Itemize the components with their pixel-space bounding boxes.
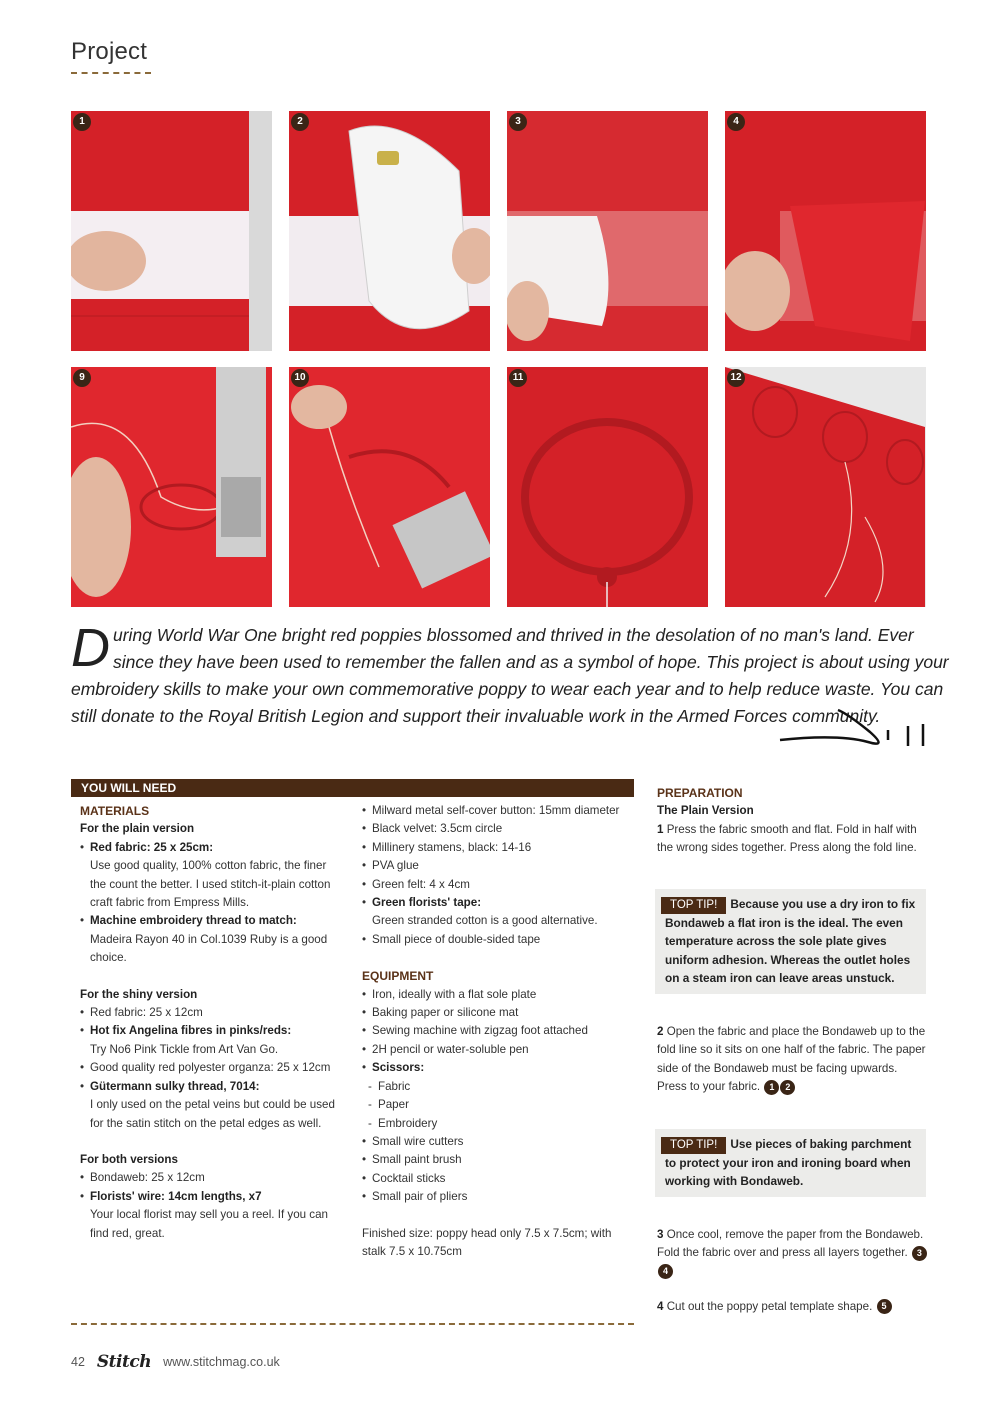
list-item: • Red fabric: 25 x 12cm (80, 1004, 345, 1022)
list-item: • Green felt: 4 x 4cm (362, 876, 627, 894)
materials-column-2 (362, 802, 627, 1261)
list-item: • Machine embroidery thread to match: Madeira Rayon 40 in Col.1039 Ruby is a good choice. (80, 912, 345, 967)
step-4-text: 4 Cut out the poppy petal template shape. 5 (657, 1298, 927, 1316)
step-12-photo (725, 367, 926, 607)
step-number-badge: 2 (291, 113, 309, 131)
step-11-photo (507, 367, 708, 607)
step-3-image (507, 111, 708, 351)
step-number-badge: 9 (73, 369, 91, 387)
list-item: • Hot fix Angelina fibres in pinks/reds: Try No6 Pink Tickle from Art Van Go. (80, 1022, 345, 1059)
step-4-image (725, 111, 926, 351)
list-item: • Sewing machine with zigzag foot attached (362, 1022, 627, 1040)
website-link[interactable]: www.stitchmag.co.uk (163, 1355, 280, 1369)
top-tip-tag: TOP TIP! (661, 1137, 726, 1154)
step-number-badge: 1 (73, 113, 91, 131)
page-number: 42 (71, 1355, 85, 1369)
step-4-photo (725, 111, 926, 351)
step-3-block (657, 1226, 927, 1281)
list-subitem: - Embroidery (362, 1115, 627, 1133)
step-2-photo (289, 111, 490, 351)
materials-column-1 (80, 802, 345, 1243)
list-item: • Small piece of double-sided tape (362, 931, 627, 949)
intro-text: uring World War One bright red poppies blossomed and thrived in the desolation of no man's land. Ever since they have been used to remember the fallen and as a symbol of hope. This project is about using your embroidery skills to make your own commemorative poppy to wear each year and to help reduce waste. You can still donate to the Royal British Legion and support their invaluable work in the Armed Forces community. (71, 625, 949, 726)
plain-version-subheading: The Plain Version (657, 804, 754, 818)
materials-heading: MATERIALS (80, 804, 150, 818)
step-number-badge: 10 (291, 369, 309, 387)
step-11-image (507, 367, 708, 607)
step-9-image (71, 367, 272, 607)
step-1-photo (71, 111, 272, 351)
list-item: • Bondaweb: 25 x 12cm (80, 1169, 345, 1187)
list-item: • Millinery stamens, black: 14-16 (362, 839, 627, 857)
list-item: • Small wire cutters (362, 1133, 627, 1151)
equipment-heading: EQUIPMENT (362, 969, 434, 984)
step-4-block (657, 1298, 927, 1316)
list-item: • Gütermann sulky thread, 7014: I only used on the petal veins but could be used for the satin stitch on the petal edges as well. (80, 1078, 345, 1133)
step-10-photo (289, 367, 490, 607)
photo-ref-badge: 2 (780, 1080, 795, 1095)
shiny-version-heading: For the shiny version (80, 987, 198, 1001)
list-subitem: - Paper (362, 1096, 627, 1114)
plain-version-heading: For the plain version (80, 822, 195, 836)
photo-ref-badge: 5 (877, 1299, 892, 1314)
step-number-badge: 11 (509, 369, 527, 387)
photo-ref-badge: 4 (658, 1264, 673, 1279)
list-item: • Baking paper or silicone mat (362, 1004, 627, 1022)
photo-ref-badge: 1 (764, 1080, 779, 1095)
section-underline (71, 72, 151, 74)
section-label: Project (71, 38, 148, 65)
list-item: • Iron, ideally with a flat sole plate (362, 986, 627, 1004)
both-versions-heading: For both versions (80, 1152, 178, 1166)
top-tip-2 (655, 1129, 926, 1197)
step-12-image (725, 367, 926, 607)
step-3-photo (507, 111, 708, 351)
step-2-text: 2 Open the fabric and place the Bondaweb up to the fold line so it sits on one half of the fabric. The paper side of the Bondaweb must be facing upwards. Press to your fabric. 1 2 (657, 1025, 926, 1094)
top-tip-1 (655, 889, 926, 994)
list-item: • Red fabric: 25 x 25cm: Use good quality, 100% cotton fabric, the finer the count the better. I used stitch-it-plain cotton craft fabric from Empress Mills. (80, 839, 345, 913)
signature-icon (778, 708, 938, 754)
page-footer (71, 1352, 280, 1372)
step-9-photo (71, 367, 272, 607)
footer-divider (71, 1323, 634, 1325)
step-3-text: 3 Once cool, remove the paper from the Bondaweb. Fold the fabric over and press all layers together. 34 (657, 1226, 927, 1281)
step-number-badge: 12 (727, 369, 745, 387)
list-item: • Cocktail sticks (362, 1170, 627, 1188)
step-1-text: 1 Press the fabric smooth and flat. Fold in half with the wrong sides together. Press along the fold line. (657, 822, 917, 855)
step-2-image (289, 111, 490, 351)
finished-size: Finished size: poppy head only 7.5 x 7.5cm; with stalk 7.5 x 10.75cm (362, 1226, 612, 1258)
step-2-block (657, 1023, 927, 1097)
top-tip-tag: TOP TIP! (661, 897, 726, 914)
magazine-logo: Stitch (96, 1352, 152, 1372)
drop-cap: D (71, 618, 110, 678)
photo-ref-badge: 3 (912, 1246, 927, 1261)
list-item: • Small pair of pliers (362, 1188, 627, 1206)
list-subitem: - Fabric (362, 1078, 627, 1096)
list-item: • Good quality red polyester organza: 25 x 12cm (80, 1059, 345, 1077)
top-tip-text: Use pieces of baking parchment to protect your iron and ironing board when working with Bondaweb. (665, 1137, 912, 1189)
list-item: • Florists' wire: 14cm lengths, x7 Your local florist may sell you a reel. If you can find red, great. (80, 1188, 345, 1243)
preparation-heading: PREPARATION (657, 786, 743, 800)
step-1-image (71, 111, 272, 351)
step-10-image (289, 367, 490, 607)
you-will-need-bar: YOU WILL NEED (71, 779, 634, 797)
step-number-badge: 4 (727, 113, 745, 131)
preparation-column (657, 784, 927, 858)
list-item: • PVA glue (362, 857, 627, 875)
top-tip-text: Because you use a dry iron to fix Bondaweb a flat iron is the ideal. The even temperature across the sole plate gives uniform adhesion. Whereas the outlet holes on a steam iron can leave areas unstuck. (665, 897, 916, 986)
list-item: • Milward metal self-cover button: 15mm diameter (362, 802, 627, 820)
list-item: • Green florists' tape: Green stranded cotton is a good alternative. (362, 894, 627, 931)
list-item: • Black velvet: 3.5cm circle (362, 820, 627, 838)
list-item: • Scissors: (362, 1059, 627, 1077)
list-item: • 2H pencil or water-soluble pen (362, 1041, 627, 1059)
step-number-badge: 3 (509, 113, 527, 131)
list-item: • Small paint brush (362, 1151, 627, 1169)
